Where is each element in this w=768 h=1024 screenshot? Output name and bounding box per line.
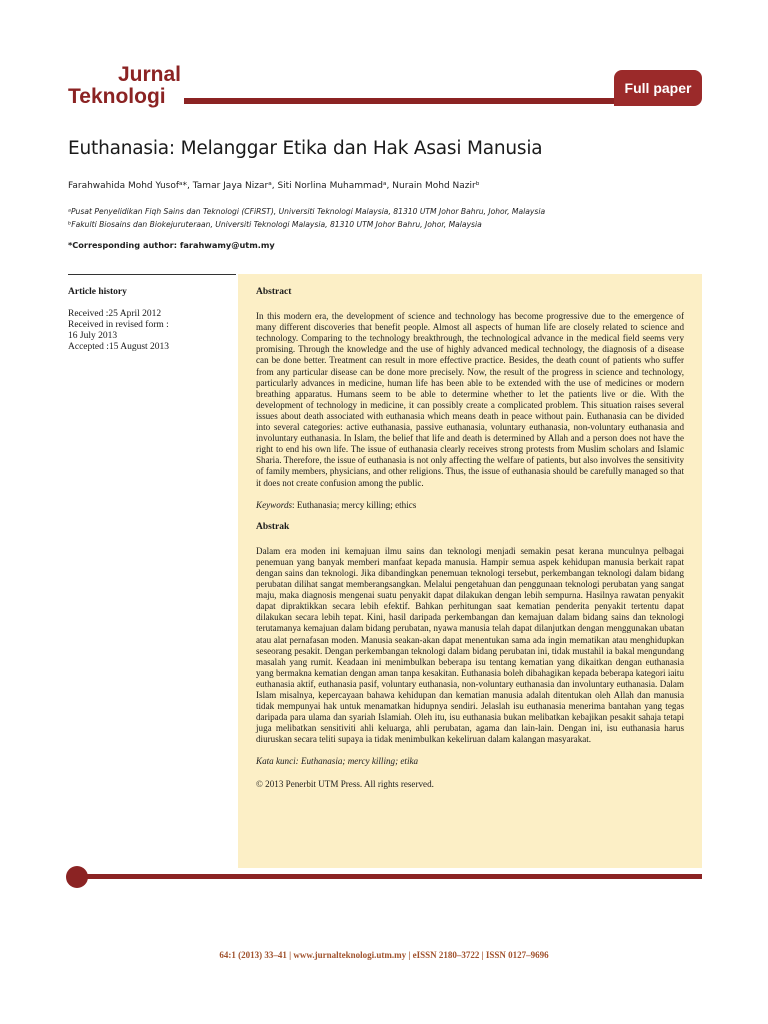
history-line: Accepted :15 August 2013	[68, 342, 170, 352]
corresponding-author[interactable]: *Corresponding author: farahwamy@utm.my	[68, 240, 275, 250]
abstrak-keywords	[256, 756, 684, 767]
kata-kunci-text: : Euthanasia; mercy killing; etika	[295, 756, 419, 767]
logo-line2: Teknologi	[68, 85, 166, 108]
full-paper-badge: Full paper	[614, 70, 702, 106]
article-history	[68, 287, 236, 353]
header-rule	[184, 98, 614, 104]
abstrak-text: Dalam era moden ini kemajuan ilmu sains dan teknologi menjadi semakin pesat kerana munculnya pelbagai penemuan yang banyak memberi manfaat kepada manusia. Hampir semua aspek kehidupan manusia berkait rapat dengan sains dan teknologi. Jika dibandingkan penemuan teknologi tersebut, perkembangan teknologi dalam bidang perubatan dilihat sangat memberangsangkan. Melalui pengetahuan dan penggunaan teknologi perubatan yang sangat maju, maka diagnosis mengenai suatu penyakit dapat dilakukan dengan lebih sempurna. Hasilnya rawatan penyakit dapat dipraktikkan secara lebih efektif. Bahkan perhitungan saat kematian penderita penyakit tertentu dapat dilakukan secara lebih tepat. Kini, hasil daripada perkembangan dan kemajuan dalam bidang sains dan teknologi terutamanya kemajuan dalam bidang perubatan, nyawa manusia telah dapat dilanjutkan dengan menggunakan ubatan atau alat pernafasan moden. Manusia seakan-akan dapat menentukan sama ada ingin mematikan atau menghidupkan seseorang pesakit. Dengan perkembangan teknologi dalam bidang perubatan ini, tidak mustahil ia bakal mengundang masalah yang rumit. Keadaan ini menimbulkan beberapa isu tentang kematian yang dikaitkan dengan euthanasia yang bermakna kematian dengan aman tanpa kesakitan. Euthanasia boleh dibahagikan kepada beberapa kategori iaitu euthanasia aktif, euthanasia pasif, voluntary euthanasia, non-voluntary euthanasia dan involuntary euthanasia. Dalam Islam misalnya, kepercayaan bahawa kehidupan dan kematian manusia adalah ditentukan oleh Allah dan manusia tidak mempunyai hak untuk menamatkan hidupnya sendiri. Jelaslah isu euthanasia menerima bantahan yang tegas daripada para ulama dan syariah Islamiah. Oleh itu, isu euthanasia bukan melibatkan kebajikan pesakit sahaja tetapi juga melibatkan sensitiviti ahli keluarga, ahli perubatan, agama dan lain-lain. Dengan ini, isu euthanasia harus diuruskan secara teliti supaya ia tidak menimbulkan kekeliruan dalam kalangan masyarakat.	[256, 545, 684, 745]
history-line: Received :25 April 2012	[68, 309, 162, 319]
history-line: Received in revised form :	[68, 320, 169, 330]
kata-kunci-label: Kata kunci	[256, 756, 296, 767]
affiliation-b: ᵇFakulti Biosains dan Biokejuruteraan, Universiti Teknologi Malaysia, 81310 UTM Johor Bahru, Johor, Malaysia	[68, 220, 482, 229]
abstract-content	[256, 287, 684, 801]
logo-line1: Jurnal	[118, 63, 182, 86]
footer-rule	[72, 874, 702, 879]
history-rule	[68, 274, 236, 275]
author-list: Farahwahida Mohd Yusofᵃ*, Tamar Jaya Nizarᵃ, Siti Norlina Muhammadᵃ, Nurain Mohd Nazirᵇ	[68, 181, 480, 191]
abstrak-heading: Abstrak	[256, 521, 290, 532]
abstract-keywords	[256, 500, 684, 511]
history-heading: Article history	[68, 287, 127, 297]
affiliation-a: ᵃPusat Penyelidikan Fiqh Sains dan Teknologi (CFiRST), Universiti Teknologi Malaysia, 81310 UTM Johor Bahru, Johor, Malaysia	[68, 207, 546, 216]
footer-dot	[66, 866, 88, 888]
keywords-text: : Euthanasia; mercy killing; ethics	[292, 499, 417, 510]
abstract-text: In this modern era, the development of science and technology has become progressive due to the emergence of many different discoveries that benefit people. Almost all aspects of human life are closely related to science and technology. Comparing to the technology breakthrough, the technological advance in the medical field seems very promising. Through the knowledge and the use of highly advanced medical technology, the diagnosis of a disease can be done better. Treatment can result in more effective practice. Besides, the death count of patients who suffer from any particular disease can be done more precisely. Now, the result of the progress in science and technology, particularly advances in medicine, human life has been able to be extended with the use of medicines or modern breathing apparatus. Humans seem to be able to determine whether to let the patients live or die. With the development of technology in medicine, it can possibly create a complicated problem. This situation raises several issues about death associated with euthanasia which means death in peace without pain. Euthanasia can be divided into several categories: active euthanasia, passive euthanasia, voluntary euthanasia, non-voluntary euthanasia and involuntary euthanasia. In Islam, the belief that life and death is determined by Allah and a person does not have the right to end his own life. The issue of euthanasia clearly receives strong protests from Muslim scholars and Islamic Sharia. Therefore, the issue of euthanasia is not only affecting the welfare of patients, but also involves the sensitivity of family members, physicians, and other religions. Thus, the issue of euthanasia should be carefully managed so that it does not create confusion among the public.	[256, 311, 684, 488]
paper-title: Euthanasia: Melanggar Etika dan Hak Asasi Manusia	[68, 138, 543, 159]
journal-logo	[68, 64, 181, 108]
journal-footer[interactable]: 64:1 (2013) 33–41 | www.jurnalteknologi.utm.my | eISSN 2180–3722 | ISSN 0127–9696	[219, 950, 549, 960]
keywords-label: Keywords	[256, 499, 293, 510]
history-line: 16 July 2013	[68, 331, 118, 341]
abstract-heading: Abstract	[256, 287, 292, 297]
copyright-notice: © 2013 Penerbit UTM Press. All rights reserved.	[256, 778, 434, 789]
